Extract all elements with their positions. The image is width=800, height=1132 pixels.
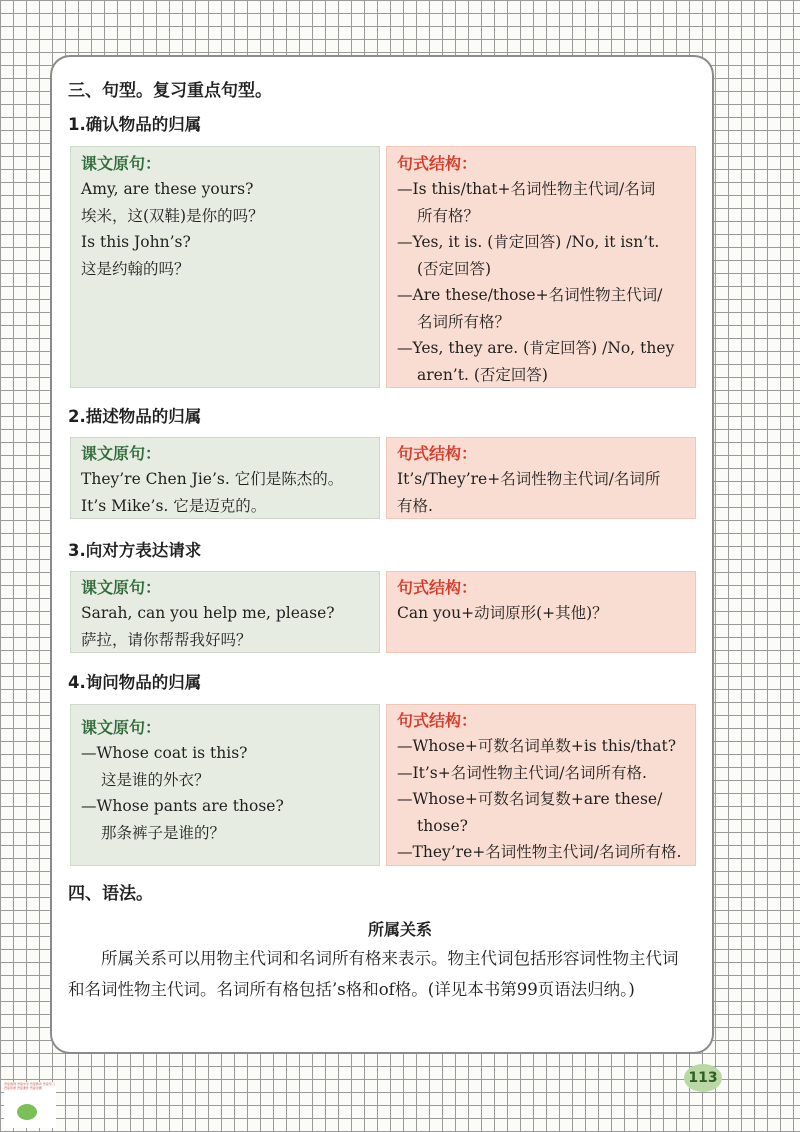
example-line: —Whose coat is this? — [81, 744, 248, 762]
example-line: Amy, are these yours? — [81, 180, 254, 198]
page-number: 113 — [684, 1064, 722, 1092]
structure-line: —Whose+可数名词复数+are these/ — [397, 790, 663, 808]
block3-structure-box — [386, 571, 696, 653]
grammar-title: 所属关系 — [367, 920, 432, 939]
structure-label: 句式结构： — [397, 154, 478, 173]
example-line: They’re Chen Jie’s. 它们是陈杰的。 — [81, 470, 344, 488]
structure-line: 所有格？ — [417, 206, 480, 225]
structure-line: Can you+动词原形(+其他)？ — [397, 604, 608, 622]
logo-mark-icon — [17, 1104, 37, 1120]
example-line: 这是谁的外衣？ — [101, 770, 210, 789]
block2-example-box — [70, 437, 380, 519]
block1-structure-box — [386, 146, 696, 388]
structure-line: —Yes, they are. (肯定回答) /No, they — [397, 339, 675, 357]
logo-text: 吾爱微网 吾爱中学 吾爱教育 吾爱学习 吾爱资源 吾爱课件 吾爱试题 — [4, 1082, 55, 1090]
example-line: 萨拉，请你帮帮我好吗？ — [81, 630, 252, 649]
example-line: It’s Mike’s. 它是迈克的。 — [81, 496, 267, 515]
section3-title: 三、句型。复习重点句型。 — [68, 81, 272, 101]
publisher-logo — [4, 1082, 56, 1128]
example-line: 这是约翰的吗？ — [81, 259, 190, 278]
structure-line: (否定回答) — [417, 259, 492, 278]
block1-title: 1.确认物品的归属 — [68, 115, 202, 134]
example-line: 埃米，这(双鞋)是你的吗？ — [81, 206, 264, 225]
block2-title: 2.描述物品的归属 — [68, 407, 202, 426]
structure-label: 句式结构： — [397, 444, 478, 463]
block4-example-box — [70, 704, 380, 866]
block4-title: 4.询问物品的归属 — [68, 673, 202, 692]
example-line: —Whose pants are those? — [81, 797, 284, 815]
example-label: 课文原句： — [81, 154, 162, 173]
block1-example-box — [70, 146, 380, 388]
structure-line: —They’re+名词性物主代词/名词所有格. — [397, 843, 682, 861]
structure-line: 有格. — [397, 496, 433, 515]
structure-label: 句式结构： — [397, 578, 478, 597]
structure-line: —Yes, it is. (肯定回答) /No, it isn’t. — [397, 233, 660, 251]
structure-line: aren’t. (否定回答) — [417, 365, 548, 384]
grammar-paragraph: 所属关系可以用物主代词和名词所有格来表示。物主代词包括形容词性物主代词和名词性物主代词。名词所有格包括’s格和of格。(详见本书第99页语法归纳。) — [68, 949, 679, 999]
block2-structure-box — [386, 437, 696, 519]
example-line: Sarah, can you help me, please? — [81, 604, 335, 622]
structure-line: 名词所有格？ — [417, 312, 511, 331]
section4-title: 四、语法。 — [68, 884, 153, 904]
example-line: 那条裤子是谁的？ — [101, 823, 226, 842]
example-label: 课文原句： — [81, 718, 162, 737]
structure-line: —Is this/that+名词性物主代词/名词 — [397, 180, 656, 198]
block4-structure-box — [386, 704, 696, 866]
structure-line: —Whose+可数名词单数+is this/that? — [397, 737, 677, 755]
structure-label: 句式结构： — [397, 711, 478, 730]
block3-example-box — [70, 571, 380, 653]
structure-line: —Are these/those+名词性物主代词/ — [397, 286, 663, 304]
example-label: 课文原句： — [81, 578, 162, 597]
structure-line: —It’s+名词性物主代词/名词所有格. — [397, 763, 647, 782]
structure-line: those? — [417, 816, 468, 835]
example-line: Is this John’s? — [81, 233, 191, 251]
block3-title: 3.向对方表达请求 — [68, 541, 202, 560]
structure-line: It’s/They’re+名词性物主代词/名词所 — [397, 470, 661, 488]
example-label: 课文原句： — [81, 444, 162, 463]
